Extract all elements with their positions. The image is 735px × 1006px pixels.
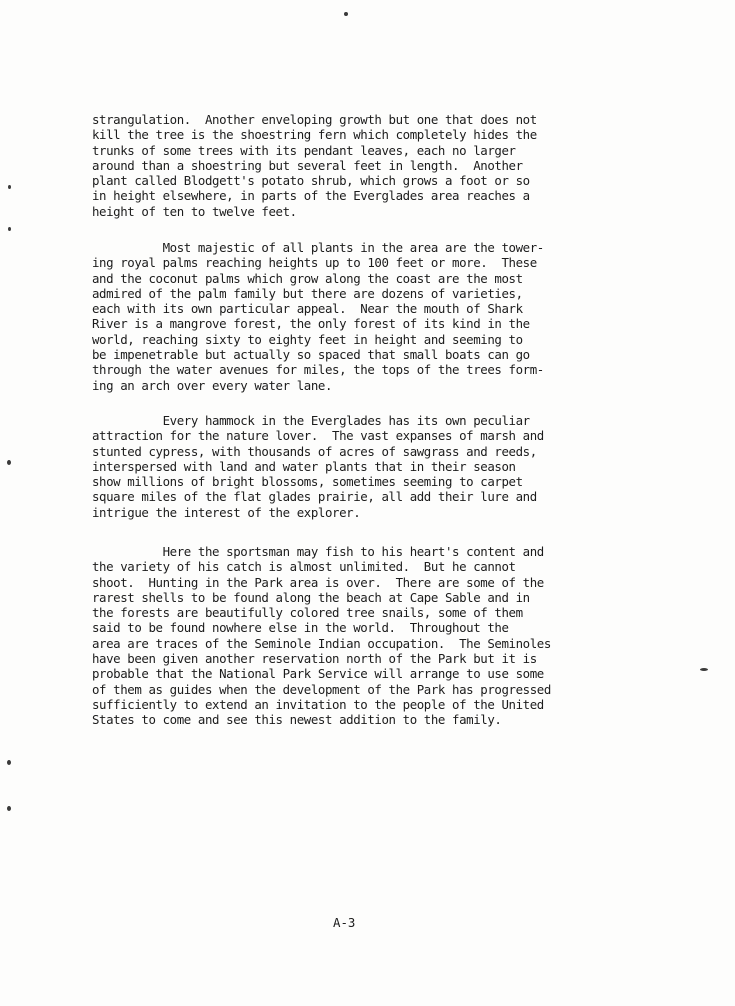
paragraph [92,544,620,728]
text-line: probable that the National Park Service will arrange to use some [92,666,544,682]
punch-hole-mark [344,12,348,16]
text-line: be impenetrable but actually so spaced that small boats can go [92,347,530,363]
text-line: kill the tree is the shoestring fern which completely hides the [92,127,537,143]
paragraph [92,240,620,393]
text-line: States to come and see this newest addition to the family. [92,712,502,728]
text-line: and the coconut palms which grow along the coast are the most [92,270,523,286]
text-line: sufficiently to extend an invitation to the people of the United [92,696,544,712]
text-line: interspersed with land and water plants that in their season [92,458,516,474]
text-line: have been given another reservation north of the Park but it is [92,651,537,667]
text-line: intrigue the interest of the explorer. [92,504,361,520]
paragraph [92,413,620,520]
margin-mark [8,185,11,189]
margin-mark [7,460,11,465]
text-line: square miles of the flat glades prairie, all add their lure and [92,489,537,505]
text-line: said to be found nowhere else in the world. Throughout the [92,620,509,636]
margin-mark [7,760,11,765]
text-line: shoot. Hunting in the Park area is over. There are some of the [92,574,544,590]
text-line: River is a mangrove forest, the only forest of its kind in the [92,316,530,332]
text-line: Every hammock in the Everglades has its own peculiar [92,413,530,428]
text-line: each with its own particular appeal. Near the mouth of Shark [92,301,523,317]
text-line: around than a shoestring but several feet in length. Another [92,157,523,173]
text-line: rarest shells to be found along the beach at Cape Sable and in [92,589,530,605]
text-line: ing an arch over every water lane. [92,377,333,393]
page-number: A-3 [333,915,356,930]
text-line: ing royal palms reaching heights up to 100 feet or more. These [92,255,537,271]
text-line: of them as guides when the development of the Park has progressed [92,681,551,697]
text-line: Here the sportsman may fish to his heart's content and [92,544,544,559]
text-line: attraction for the nature lover. The vast expanses of marsh and [92,428,544,444]
text-line: strangulation. Another enveloping growth but one that does not [92,112,537,127]
margin-mark [700,668,708,671]
text-line: height of ten to twelve feet. [92,203,297,219]
text-line: area are traces of the Seminole Indian occupation. The Seminoles [92,635,551,651]
text-line: the forests are beautifully colored tree snails, some of them [92,605,523,621]
text-line: through the water avenues for miles, the tops of the trees form- [92,362,544,378]
text-line: world, reaching sixty to eighty feet in height and seeming to [92,331,523,347]
text-line: the variety of his catch is almost unlimited. But he cannot [92,559,516,575]
text-line: trunks of some trees with its pendant leaves, each no larger [92,142,516,158]
margin-mark [8,227,11,231]
text-line: Most majestic of all plants in the area are the tower- [92,240,544,255]
text-line: stunted cypress, with thousands of acres of sawgrass and reeds, [92,443,537,459]
text-line: plant called Blodgett's potato shrub, which grows a foot or so [92,173,530,189]
margin-mark [7,806,11,811]
text-line: admired of the palm family but there are dozens of varieties, [92,285,523,301]
text-line: show millions of bright blossoms, sometimes seeming to carpet [92,474,523,490]
paragraph [92,112,620,219]
text-line: in height elsewhere, in parts of the Everglades area reaches a [92,188,530,204]
